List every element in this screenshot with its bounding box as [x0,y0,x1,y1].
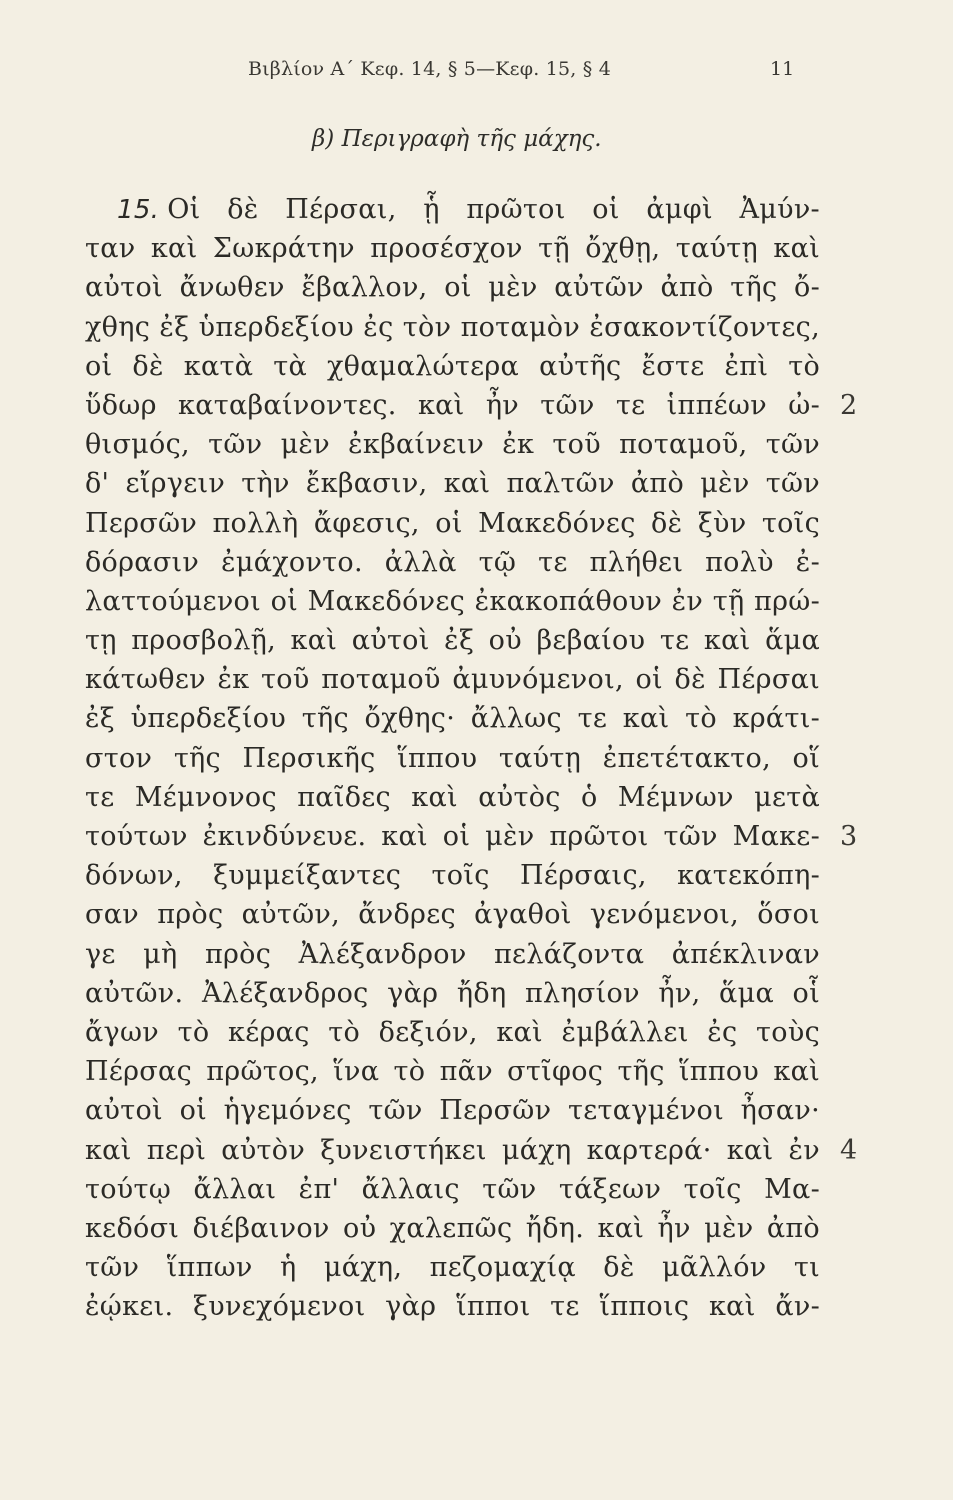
text-line [85,1170,820,1209]
text-line [85,935,820,974]
text-line [85,974,820,1013]
text-line [85,1091,820,1130]
text-line [85,1287,820,1326]
line-text: Περσῶν πολλὴ ἄφεσις, οἱ Μακεδόνες δὲ ξὺν τοῖς [85,507,820,539]
line-text: καὶ περὶ αὐτὸν ξυνειστήκει μάχη καρτερά· καὶ ἐν [85,1134,820,1166]
line-text: ἐξ ὑπερδεξίου τῆς ὄχθης· ἄλλως τε καὶ τὸ κράτι- [85,703,820,735]
text-line [85,190,820,229]
line-text: ἄγων τὸ κέρας τὸ δεξιόν, καὶ ἐμβάλλει ἐς τοὺς [85,1016,820,1048]
section-number: 4 [840,1134,858,1166]
text-line [85,1209,820,1248]
section-number: 3 [840,821,858,853]
text-line [85,699,820,738]
text-line [85,268,820,307]
text-line [85,817,820,856]
text-line [85,582,820,621]
text-line [85,660,820,699]
text-line [85,1248,820,1287]
text-line [85,425,820,464]
text-line [85,778,820,817]
line-text: τῶν ἵππων ἡ μάχη, πεζομαχίᾳ δὲ μᾶλλόν τι [85,1252,820,1284]
line-text: κεδόσι διέβαινον οὐ χαλεπῶς ἤδη. καὶ ἦν μὲν ἀπὸ [85,1212,820,1244]
line-text: τῃ προσβολῇ, καὶ αὐτοὶ ἐξ οὐ βεβαίου τε καὶ ἅμα [85,625,820,657]
text-line [85,464,820,503]
text-line [85,1013,820,1052]
line-text: αὐτοὶ ἄνωθεν ἔβαλλον, οἱ μὲν αὐτῶν ἀπὸ τῆς ὄ- [85,272,820,304]
line-text: ταν καὶ Σωκράτην προσέσχον τῇ ὄχθῃ, ταύτῃ καὶ [85,233,820,265]
body-text [85,190,820,1326]
line-text: τούτῳ ἄλλαι ἐπ' ἄλλαις τῶν τάξεων τοῖς Μα- [85,1173,820,1205]
text-line [85,856,820,895]
text-line [85,229,820,268]
line-text: στον τῆς Περσικῆς ἵππου ταύτῃ ἐπετέτακτο, οἵ [85,742,820,774]
line-text: δόνων, ξυμμείξαντες τοῖς Πέρσαις, κατεκόπη- [85,860,820,892]
text-line [85,621,820,660]
line-text: ἐῴκει. ξυνεχόμενοι γὰρ ἵπποι τε ἵπποις καὶ ἄν- [85,1291,820,1323]
line-text: λαττούμενοι οἱ Μακεδόνες ἐκακοπάθουν ἐν τῇ πρώ- [85,585,820,617]
line-text: αὐτοὶ οἱ ἡγεμόνες τῶν Περσῶν τεταγμένοι ἦσαν· [85,1095,820,1127]
line-text: θισμός, τῶν μὲν ἐκβαίνειν ἐκ τοῦ ποταμοῦ, τῶν [85,429,820,461]
line-text: αὐτῶν. Ἀλέξανδρος γὰρ ἤδη πλησίον ἦν, ἅμα οἷ [85,977,820,1009]
line-text: Οἱ δὲ Πέρσαι, ᾗ πρῶτοι οἱ ἀμφὶ Ἀμύν- [167,194,820,225]
text-line [85,1131,820,1170]
text-line [85,386,820,425]
text-line [85,543,820,582]
line-text: ὕδωρ καταβαίνοντες. καὶ ἦν τῶν τε ἱππέων ὠ- [85,389,820,421]
line-text: χθης ἐξ ὑπερδεξίου ἐς τὸν ποταμὸν ἐσακοντίζοντες, [85,311,820,343]
line-text: δ' εἴργειν τὴν ἔκβασιν, καὶ παλτῶν ἀπὸ μὲν τῶν [85,468,820,500]
line-text: κάτωθεν ἐκ τοῦ ποταμοῦ ἀμυνόμενοι, οἱ δὲ Πέρσαι [85,664,820,696]
chapter-number: 15. [117,195,160,225]
text-line [85,739,820,778]
line-text: τε Μέμνονος παῖδες καὶ αὐτὸς ὁ Μέμνων μετὰ [85,781,820,813]
text-line [85,895,820,934]
text-line [85,504,820,543]
section-heading: β) Περιγραφὴ τῆς μάχης. [312,126,602,152]
text-line [85,308,820,347]
line-text: οἱ δὲ κατὰ τὰ χθαμαλώτερα αὐτῆς ἔστε ἐπὶ τὸ [85,350,820,382]
text-line [85,347,820,386]
line-text: σαν πρὸς αὐτῶν, ἄνδρες ἀγαθοὶ γενόμενοι, ὅσοι [85,899,820,931]
line-text: τούτων ἐκινδύνευε. καὶ οἱ μὲν πρῶτοι τῶν Μακε- [85,821,820,852]
text-line [85,1052,820,1091]
section-number: 2 [840,390,858,421]
line-text: δόρασιν ἐμάχοντο. ἀλλὰ τῷ τε πλήθει πολὺ ἐ- [85,546,820,578]
running-head: Βιβλίον Α΄ Κεφ. 14, § 5—Κεφ. 15, § 4 [248,58,611,80]
line-text: Πέρσας πρῶτος, ἵνα τὸ πᾶν στῖφος τῆς ἵππου καὶ [85,1056,820,1088]
line-text: γε μὴ πρὸς Ἀλέξανδρον πελάζοντα ἀπέκλιναν [85,938,820,970]
page-number: 11 [770,58,795,80]
page-header [0,58,953,88]
